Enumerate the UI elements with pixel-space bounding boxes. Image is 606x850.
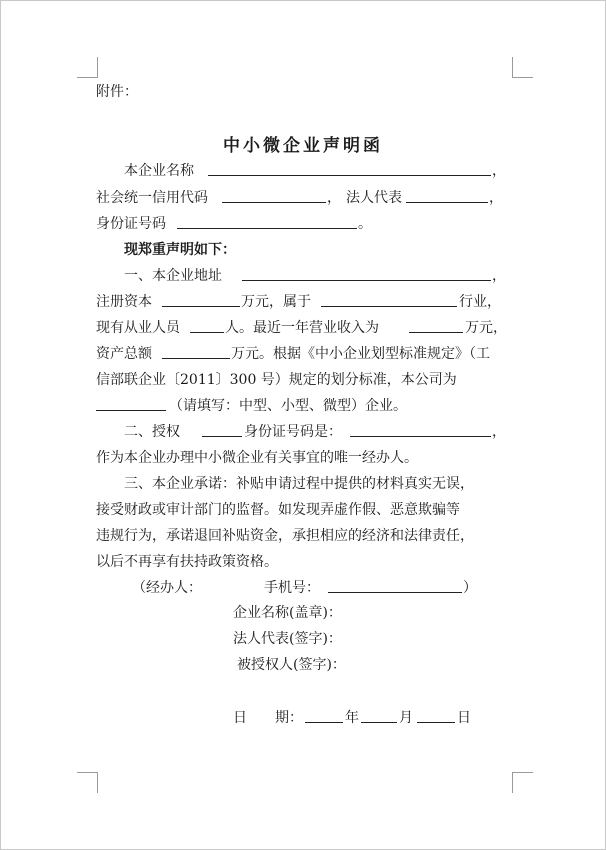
authorize-label: 二、授权 [124, 424, 180, 440]
industry-blank[interactable] [321, 292, 457, 307]
sole-agent-text: 作为本企业办理中小微企业有关事宜的唯一经办人。 [96, 450, 418, 466]
employees-label: 现有从业人员 [96, 320, 180, 336]
comma: ， [492, 424, 506, 440]
standard-text: 万元。根据《中小企业划型标准规定》（工 [231, 346, 490, 362]
authorized-person-blank[interactable] [202, 422, 242, 437]
industry-suffix: 行业， [459, 294, 501, 310]
total-assets-label: 资产总额 [96, 346, 152, 362]
month-blank[interactable] [361, 708, 397, 723]
comma: ， [492, 163, 506, 179]
commitment-text-1: 三、本企业承诺：补贴申请过程中提供的材料真实无误， [124, 476, 474, 492]
registered-capital-label: 注册资本 [96, 294, 152, 310]
comma: ， [492, 268, 506, 284]
date-label: 日 期： [233, 710, 303, 726]
margin-corner-mark [77, 772, 98, 793]
revenue-blank[interactable] [409, 318, 463, 333]
sign-legal-rep-label: 法人代表(签字)： [233, 631, 342, 647]
ministry-text: 信部联企业〔2011〕300 号）规定的划分标准，本公司为 [96, 372, 457, 388]
document-title: 中小微企业声明函 [223, 136, 383, 156]
enterprise-type-blank[interactable] [96, 396, 166, 411]
credit-code-blank[interactable] [222, 188, 326, 203]
employees-blank[interactable] [190, 318, 224, 333]
employees-revenue-text: 人。最近一年营业收入为 [225, 320, 379, 336]
month-label: 月 [399, 710, 413, 726]
margin-corner-mark [512, 57, 533, 78]
period: 。 [358, 216, 372, 232]
attachment-label: 附件： [96, 84, 138, 100]
declaration-heading: 现郑重声明如下： [124, 242, 236, 258]
authorized-id-blank[interactable] [350, 422, 491, 437]
id-number-is-label: 身份证号码是： [244, 424, 342, 440]
phone-label: 手机号： [264, 580, 320, 596]
credit-code-label: 社会统一信用代码 [96, 190, 208, 206]
commitment-text-4: 以后不再享有扶持政策资格。 [96, 554, 278, 570]
day-label: 日 [457, 710, 471, 726]
phone-blank[interactable] [328, 578, 462, 593]
year-blank[interactable] [305, 708, 343, 723]
id-number-label: 身份证号码 [96, 216, 166, 232]
total-assets-blank[interactable] [162, 344, 230, 359]
id-number-blank[interactable] [177, 214, 357, 229]
comma: ， [327, 190, 341, 206]
margin-corner-mark [77, 57, 98, 78]
margin-corner-mark [512, 772, 533, 793]
day-blank[interactable] [417, 708, 455, 723]
legal-rep-blank[interactable] [406, 188, 488, 203]
address-label: 一、本企业地址 [124, 268, 222, 284]
address-blank[interactable] [242, 266, 491, 281]
commitment-text-2: 接受财政或审计部门的监督。如发现弄虚作假、恶意欺骗等 [96, 502, 460, 518]
sign-company-label: 企业名称(盖章)： [233, 605, 342, 621]
close-paren: ） [463, 580, 477, 596]
wan-yuan-industry-text: 万元，属于 [241, 294, 311, 310]
company-name-label: 本企业名称 [124, 163, 194, 179]
wan-yuan-comma: 万元， [465, 320, 507, 336]
fill-hint: （请填写：中型、小型、微型）企业。 [169, 398, 407, 414]
comma: ， [489, 190, 503, 206]
legal-rep-label: 法人代表 [346, 190, 402, 206]
commitment-text-3: 违规行为，承诺退回补贴资金，承担相应的经济和法律责任， [96, 528, 474, 544]
sign-authorized-label: 被授权人(签字)： [237, 657, 346, 673]
company-name-blank[interactable] [208, 161, 491, 176]
registered-capital-blank[interactable] [162, 292, 240, 307]
agent-label: （经办人： [132, 580, 202, 596]
year-label: 年 [345, 710, 359, 726]
